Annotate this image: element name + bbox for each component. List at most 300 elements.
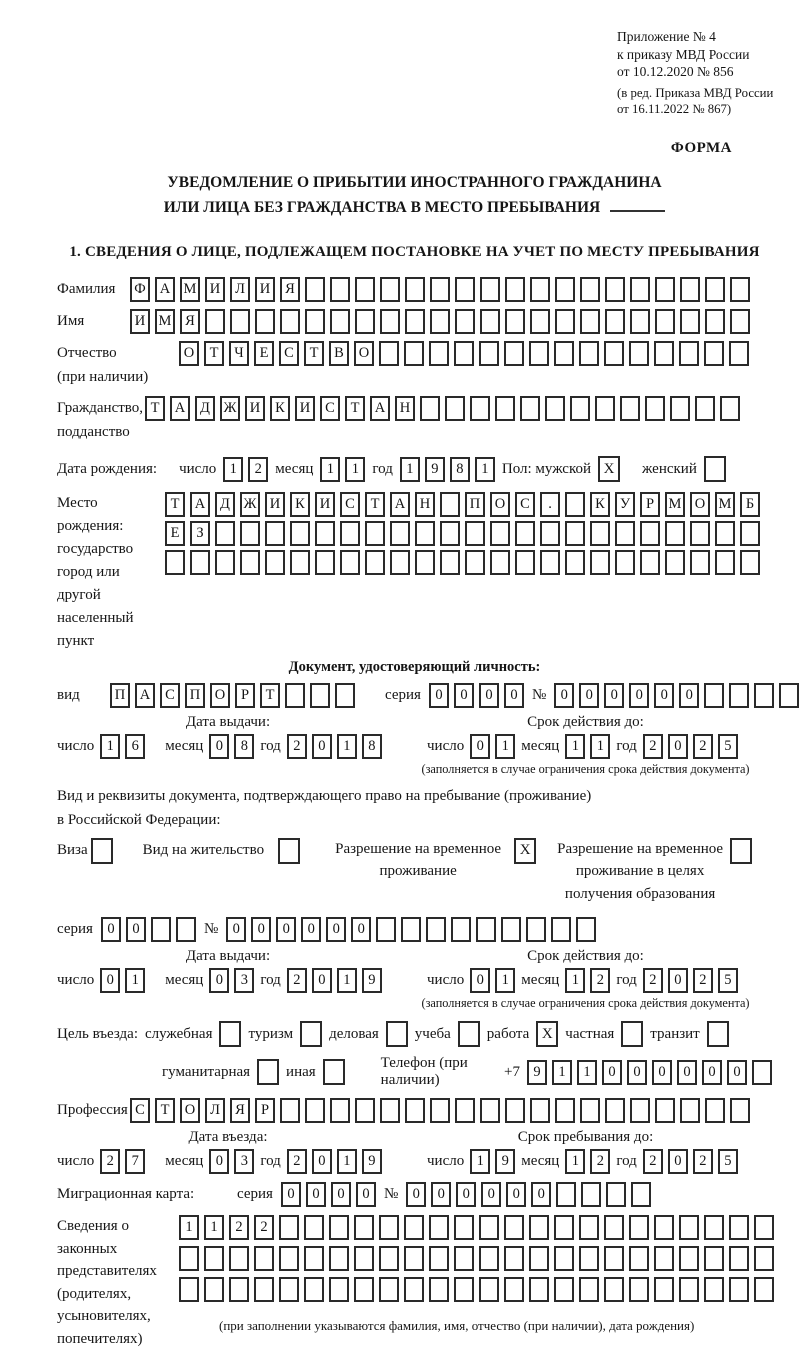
char-cell[interactable]: М [180,277,200,302]
char-cell[interactable]: 0 [554,683,574,708]
char-cell[interactable]: Т [345,396,365,421]
char-cell[interactable]: О [180,1098,200,1123]
char-cell[interactable]: 2 [643,1149,663,1174]
residence-permit-checkbox[interactable] [278,838,300,864]
char-cell[interactable] [451,917,471,942]
char-cell[interactable] [629,1215,649,1240]
char-cell[interactable] [355,1098,375,1123]
char-cell[interactable]: И [130,309,150,334]
char-cell[interactable] [390,550,410,575]
char-cell[interactable] [554,1215,574,1240]
char-cell[interactable]: В [329,341,349,366]
char-cell[interactable]: Л [205,1098,225,1123]
char-cell[interactable]: 0 [629,683,649,708]
char-cell[interactable]: 0 [727,1060,747,1085]
char-cell[interactable] [729,683,749,708]
char-cell[interactable] [730,277,750,302]
birth-place-row2-cells[interactable] [165,521,760,546]
stay-day-cells[interactable] [470,1149,515,1174]
char-cell[interactable]: А [390,492,410,517]
char-cell[interactable] [429,1277,449,1302]
char-cell[interactable] [455,309,475,334]
residence-valid-year-cells[interactable] [643,968,738,993]
char-cell[interactable]: 0 [579,683,599,708]
char-cell[interactable] [595,396,615,421]
char-cell[interactable]: У [615,492,635,517]
char-cell[interactable]: 0 [652,1060,672,1085]
char-cell[interactable]: 8 [450,457,470,482]
char-cell[interactable] [629,341,649,366]
char-cell[interactable] [604,1277,624,1302]
char-cell[interactable] [655,277,675,302]
purpose-study-checkbox[interactable] [458,1021,480,1047]
purpose-humanitarian-checkbox[interactable] [257,1059,279,1085]
char-cell[interactable]: Ж [240,492,260,517]
stay-year-cells[interactable] [643,1149,738,1174]
char-cell[interactable]: Т [260,683,280,708]
char-cell[interactable] [515,521,535,546]
char-cell[interactable] [704,1277,724,1302]
char-cell[interactable]: И [205,277,225,302]
gender-male-checkbox[interactable]: X [598,456,620,482]
char-cell[interactable] [704,683,724,708]
char-cell[interactable]: 2 [590,1149,610,1174]
char-cell[interactable]: 2 [100,1149,120,1174]
doc-number-cells[interactable] [554,683,799,708]
char-cell[interactable]: М [665,492,685,517]
char-cell[interactable] [204,1277,224,1302]
char-cell[interactable] [604,1215,624,1240]
char-cell[interactable]: 1 [204,1215,224,1240]
char-cell[interactable] [265,550,285,575]
char-cell[interactable] [565,492,585,517]
char-cell[interactable] [630,1098,650,1123]
char-cell[interactable] [695,396,715,421]
char-cell[interactable] [555,1098,575,1123]
char-cell[interactable]: . [540,492,560,517]
char-cell[interactable] [380,277,400,302]
char-cell[interactable] [465,550,485,575]
char-cell[interactable] [280,1098,300,1123]
char-cell[interactable]: 1 [125,968,145,993]
representatives-row2-cells[interactable] [179,1246,774,1271]
char-cell[interactable]: 2 [693,734,713,759]
char-cell[interactable]: Р [235,683,255,708]
char-cell[interactable]: 0 [429,683,449,708]
char-cell[interactable]: М [155,309,175,334]
char-cell[interactable] [640,521,660,546]
char-cell[interactable]: 8 [234,734,254,759]
char-cell[interactable] [580,1098,600,1123]
char-cell[interactable] [376,917,396,942]
char-cell[interactable]: К [270,396,290,421]
char-cell[interactable]: П [110,683,130,708]
char-cell[interactable]: 2 [287,968,307,993]
char-cell[interactable] [440,550,460,575]
char-cell[interactable] [215,521,235,546]
char-cell[interactable]: 9 [362,1149,382,1174]
edu-permit-checkbox[interactable] [730,838,752,864]
char-cell[interactable] [606,1182,626,1207]
doc-valid-day-cells[interactable] [470,734,515,759]
char-cell[interactable]: С [515,492,535,517]
char-cell[interactable]: 0 [602,1060,622,1085]
char-cell[interactable]: 0 [454,683,474,708]
phone-cells[interactable] [527,1060,772,1085]
char-cell[interactable] [454,1215,474,1240]
char-cell[interactable]: 0 [668,734,688,759]
residence-number-cells[interactable] [226,917,596,942]
char-cell[interactable] [729,1215,749,1240]
char-cell[interactable] [279,1215,299,1240]
char-cell[interactable] [715,550,735,575]
char-cell[interactable] [179,1246,199,1271]
char-cell[interactable]: Л [230,277,250,302]
char-cell[interactable]: 3 [234,968,254,993]
char-cell[interactable]: 1 [337,968,357,993]
char-cell[interactable]: 0 [312,1149,332,1174]
birth-place-row1-cells[interactable] [165,492,760,517]
char-cell[interactable]: 0 [209,734,229,759]
representatives-row3-cells[interactable] [179,1277,774,1302]
char-cell[interactable]: Я [180,309,200,334]
char-cell[interactable]: 1 [470,1149,490,1174]
residence-issue-month-cells[interactable] [209,968,254,993]
residence-issue-year-cells[interactable] [287,968,382,993]
char-cell[interactable] [754,1215,774,1240]
char-cell[interactable]: 0 [677,1060,697,1085]
char-cell[interactable]: 1 [495,968,515,993]
char-cell[interactable]: Д [215,492,235,517]
char-cell[interactable] [305,1098,325,1123]
char-cell[interactable] [729,1277,749,1302]
char-cell[interactable]: 1 [495,734,515,759]
char-cell[interactable] [679,341,699,366]
char-cell[interactable]: 0 [470,968,490,993]
doc-issue-year-cells[interactable] [287,734,382,759]
char-cell[interactable] [576,917,596,942]
char-cell[interactable] [530,309,550,334]
char-cell[interactable]: 0 [101,917,121,942]
char-cell[interactable]: Я [230,1098,250,1123]
char-cell[interactable] [440,521,460,546]
char-cell[interactable]: 0 [406,1182,426,1207]
purpose-work-checkbox[interactable]: X [536,1021,558,1047]
char-cell[interactable] [290,521,310,546]
char-cell[interactable] [704,1215,724,1240]
char-cell[interactable] [565,521,585,546]
char-cell[interactable]: 1 [400,457,420,482]
char-cell[interactable] [729,341,749,366]
char-cell[interactable] [354,1215,374,1240]
char-cell[interactable]: 1 [337,1149,357,1174]
char-cell[interactable] [581,1182,601,1207]
char-cell[interactable]: 8 [362,734,382,759]
char-cell[interactable] [151,917,171,942]
char-cell[interactable] [315,521,335,546]
char-cell[interactable] [665,550,685,575]
char-cell[interactable] [529,1246,549,1271]
char-cell[interactable] [330,309,350,334]
char-cell[interactable]: А [135,683,155,708]
char-cell[interactable] [655,309,675,334]
char-cell[interactable]: С [130,1098,150,1123]
char-cell[interactable] [540,550,560,575]
char-cell[interactable] [380,309,400,334]
char-cell[interactable] [379,1246,399,1271]
char-cell[interactable]: 5 [718,734,738,759]
char-cell[interactable]: 2 [287,1149,307,1174]
char-cell[interactable] [715,521,735,546]
char-cell[interactable] [654,1246,674,1271]
char-cell[interactable] [315,550,335,575]
char-cell[interactable] [590,521,610,546]
char-cell[interactable]: 1 [345,457,365,482]
char-cell[interactable] [551,917,571,942]
birth-month-cells[interactable] [320,457,365,482]
char-cell[interactable]: 2 [287,734,307,759]
char-cell[interactable] [540,521,560,546]
char-cell[interactable]: 0 [504,683,524,708]
char-cell[interactable] [230,309,250,334]
char-cell[interactable]: Н [415,492,435,517]
char-cell[interactable] [565,550,585,575]
char-cell[interactable] [479,341,499,366]
char-cell[interactable] [654,1215,674,1240]
char-cell[interactable] [415,550,435,575]
char-cell[interactable] [254,1277,274,1302]
char-cell[interactable] [329,1277,349,1302]
char-cell[interactable] [465,521,485,546]
doc-valid-year-cells[interactable] [643,734,738,759]
char-cell[interactable] [479,1215,499,1240]
char-cell[interactable] [504,1277,524,1302]
char-cell[interactable] [730,309,750,334]
char-cell[interactable]: Е [165,521,185,546]
char-cell[interactable]: 0 [654,683,674,708]
char-cell[interactable] [455,1098,475,1123]
char-cell[interactable] [379,341,399,366]
char-cell[interactable]: 0 [679,683,699,708]
char-cell[interactable] [570,396,590,421]
char-cell[interactable] [279,1277,299,1302]
char-cell[interactable] [620,396,640,421]
char-cell[interactable]: Я [280,277,300,302]
char-cell[interactable] [365,521,385,546]
char-cell[interactable] [430,309,450,334]
char-cell[interactable] [480,309,500,334]
char-cell[interactable] [176,917,196,942]
temp-permit-checkbox[interactable]: X [514,838,536,864]
char-cell[interactable]: И [295,396,315,421]
char-cell[interactable] [530,277,550,302]
char-cell[interactable] [454,341,474,366]
char-cell[interactable] [529,341,549,366]
char-cell[interactable]: 0 [276,917,296,942]
char-cell[interactable]: А [370,396,390,421]
char-cell[interactable]: Б [740,492,760,517]
doc-kind-cells[interactable] [110,683,355,708]
char-cell[interactable]: 0 [702,1060,722,1085]
stay-month-cells[interactable] [565,1149,610,1174]
char-cell[interactable] [479,1246,499,1271]
char-cell[interactable]: 7 [125,1149,145,1174]
char-cell[interactable] [754,1246,774,1271]
char-cell[interactable]: И [315,492,335,517]
char-cell[interactable] [429,341,449,366]
char-cell[interactable] [605,309,625,334]
char-cell[interactable] [229,1246,249,1271]
char-cell[interactable] [740,521,760,546]
char-cell[interactable] [665,521,685,546]
char-cell[interactable] [505,277,525,302]
char-cell[interactable]: 0 [668,968,688,993]
char-cell[interactable] [590,550,610,575]
char-cell[interactable] [680,309,700,334]
char-cell[interactable]: 1 [565,734,585,759]
char-cell[interactable] [304,1246,324,1271]
char-cell[interactable] [440,492,460,517]
char-cell[interactable]: Р [640,492,660,517]
char-cell[interactable] [454,1246,474,1271]
char-cell[interactable]: Д [195,396,215,421]
char-cell[interactable] [445,396,465,421]
char-cell[interactable] [555,309,575,334]
char-cell[interactable] [429,1246,449,1271]
char-cell[interactable] [580,277,600,302]
char-cell[interactable]: Т [365,492,385,517]
char-cell[interactable]: 1 [179,1215,199,1240]
char-cell[interactable] [645,396,665,421]
char-cell[interactable]: 1 [577,1060,597,1085]
char-cell[interactable] [405,1098,425,1123]
char-cell[interactable]: 0 [226,917,246,942]
citizenship-cells[interactable] [145,396,740,421]
char-cell[interactable] [615,521,635,546]
char-cell[interactable]: 9 [527,1060,547,1085]
char-cell[interactable] [365,550,385,575]
char-cell[interactable]: А [155,277,175,302]
char-cell[interactable]: Т [155,1098,175,1123]
char-cell[interactable]: 0 [331,1182,351,1207]
char-cell[interactable]: 0 [126,917,146,942]
char-cell[interactable] [240,521,260,546]
char-cell[interactable] [630,309,650,334]
char-cell[interactable] [654,1277,674,1302]
char-cell[interactable] [476,917,496,942]
char-cell[interactable]: 9 [362,968,382,993]
char-cell[interactable]: Т [204,341,224,366]
char-cell[interactable]: О [690,492,710,517]
char-cell[interactable]: 1 [100,734,120,759]
char-cell[interactable] [705,277,725,302]
char-cell[interactable]: 0 [306,1182,326,1207]
char-cell[interactable] [654,341,674,366]
char-cell[interactable] [404,1215,424,1240]
char-cell[interactable]: 2 [229,1215,249,1240]
char-cell[interactable] [480,1098,500,1123]
char-cell[interactable] [670,396,690,421]
char-cell[interactable]: Т [165,492,185,517]
char-cell[interactable]: Е [254,341,274,366]
entry-day-cells[interactable] [100,1149,145,1174]
char-cell[interactable] [304,1215,324,1240]
char-cell[interactable]: И [245,396,265,421]
char-cell[interactable] [730,1098,750,1123]
char-cell[interactable]: 0 [668,1149,688,1174]
entry-month-cells[interactable] [209,1149,254,1174]
char-cell[interactable] [305,277,325,302]
char-cell[interactable] [404,1246,424,1271]
char-cell[interactable] [330,1098,350,1123]
char-cell[interactable]: А [190,492,210,517]
char-cell[interactable]: 0 [312,734,332,759]
char-cell[interactable] [490,521,510,546]
given-name-cells[interactable] [130,309,750,334]
entry-year-cells[interactable] [287,1149,382,1174]
visa-checkbox[interactable] [91,838,113,864]
char-cell[interactable]: К [290,492,310,517]
purpose-business-checkbox[interactable] [219,1021,241,1047]
char-cell[interactable] [379,1277,399,1302]
char-cell[interactable] [354,1277,374,1302]
char-cell[interactable] [579,1215,599,1240]
char-cell[interactable] [520,396,540,421]
char-cell[interactable] [629,1277,649,1302]
char-cell[interactable] [255,309,275,334]
char-cell[interactable] [265,521,285,546]
char-cell[interactable]: О [490,492,510,517]
char-cell[interactable] [165,550,185,575]
char-cell[interactable] [505,1098,525,1123]
doc-issue-month-cells[interactable] [209,734,254,759]
char-cell[interactable] [554,1277,574,1302]
char-cell[interactable]: 3 [234,1149,254,1174]
surname-cells[interactable] [130,277,750,302]
char-cell[interactable]: 2 [248,457,268,482]
char-cell[interactable]: 0 [251,917,271,942]
char-cell[interactable] [495,396,515,421]
char-cell[interactable] [704,1246,724,1271]
char-cell[interactable]: 1 [552,1060,572,1085]
purpose-transit-checkbox[interactable] [707,1021,729,1047]
char-cell[interactable] [335,683,355,708]
char-cell[interactable] [404,341,424,366]
char-cell[interactable]: П [185,683,205,708]
char-cell[interactable]: С [320,396,340,421]
char-cell[interactable] [705,309,725,334]
char-cell[interactable]: М [715,492,735,517]
birth-year-cells[interactable] [400,457,495,482]
char-cell[interactable]: 0 [456,1182,476,1207]
char-cell[interactable]: 0 [506,1182,526,1207]
char-cell[interactable] [379,1215,399,1240]
char-cell[interactable]: И [265,492,285,517]
char-cell[interactable] [329,1246,349,1271]
char-cell[interactable]: 1 [337,734,357,759]
char-cell[interactable]: 2 [643,734,663,759]
char-cell[interactable] [679,1277,699,1302]
char-cell[interactable] [504,1215,524,1240]
char-cell[interactable]: 0 [531,1182,551,1207]
char-cell[interactable] [580,309,600,334]
char-cell[interactable] [704,341,724,366]
char-cell[interactable] [426,917,446,942]
char-cell[interactable]: О [210,683,230,708]
char-cell[interactable]: С [340,492,360,517]
char-cell[interactable] [545,396,565,421]
char-cell[interactable]: 0 [356,1182,376,1207]
